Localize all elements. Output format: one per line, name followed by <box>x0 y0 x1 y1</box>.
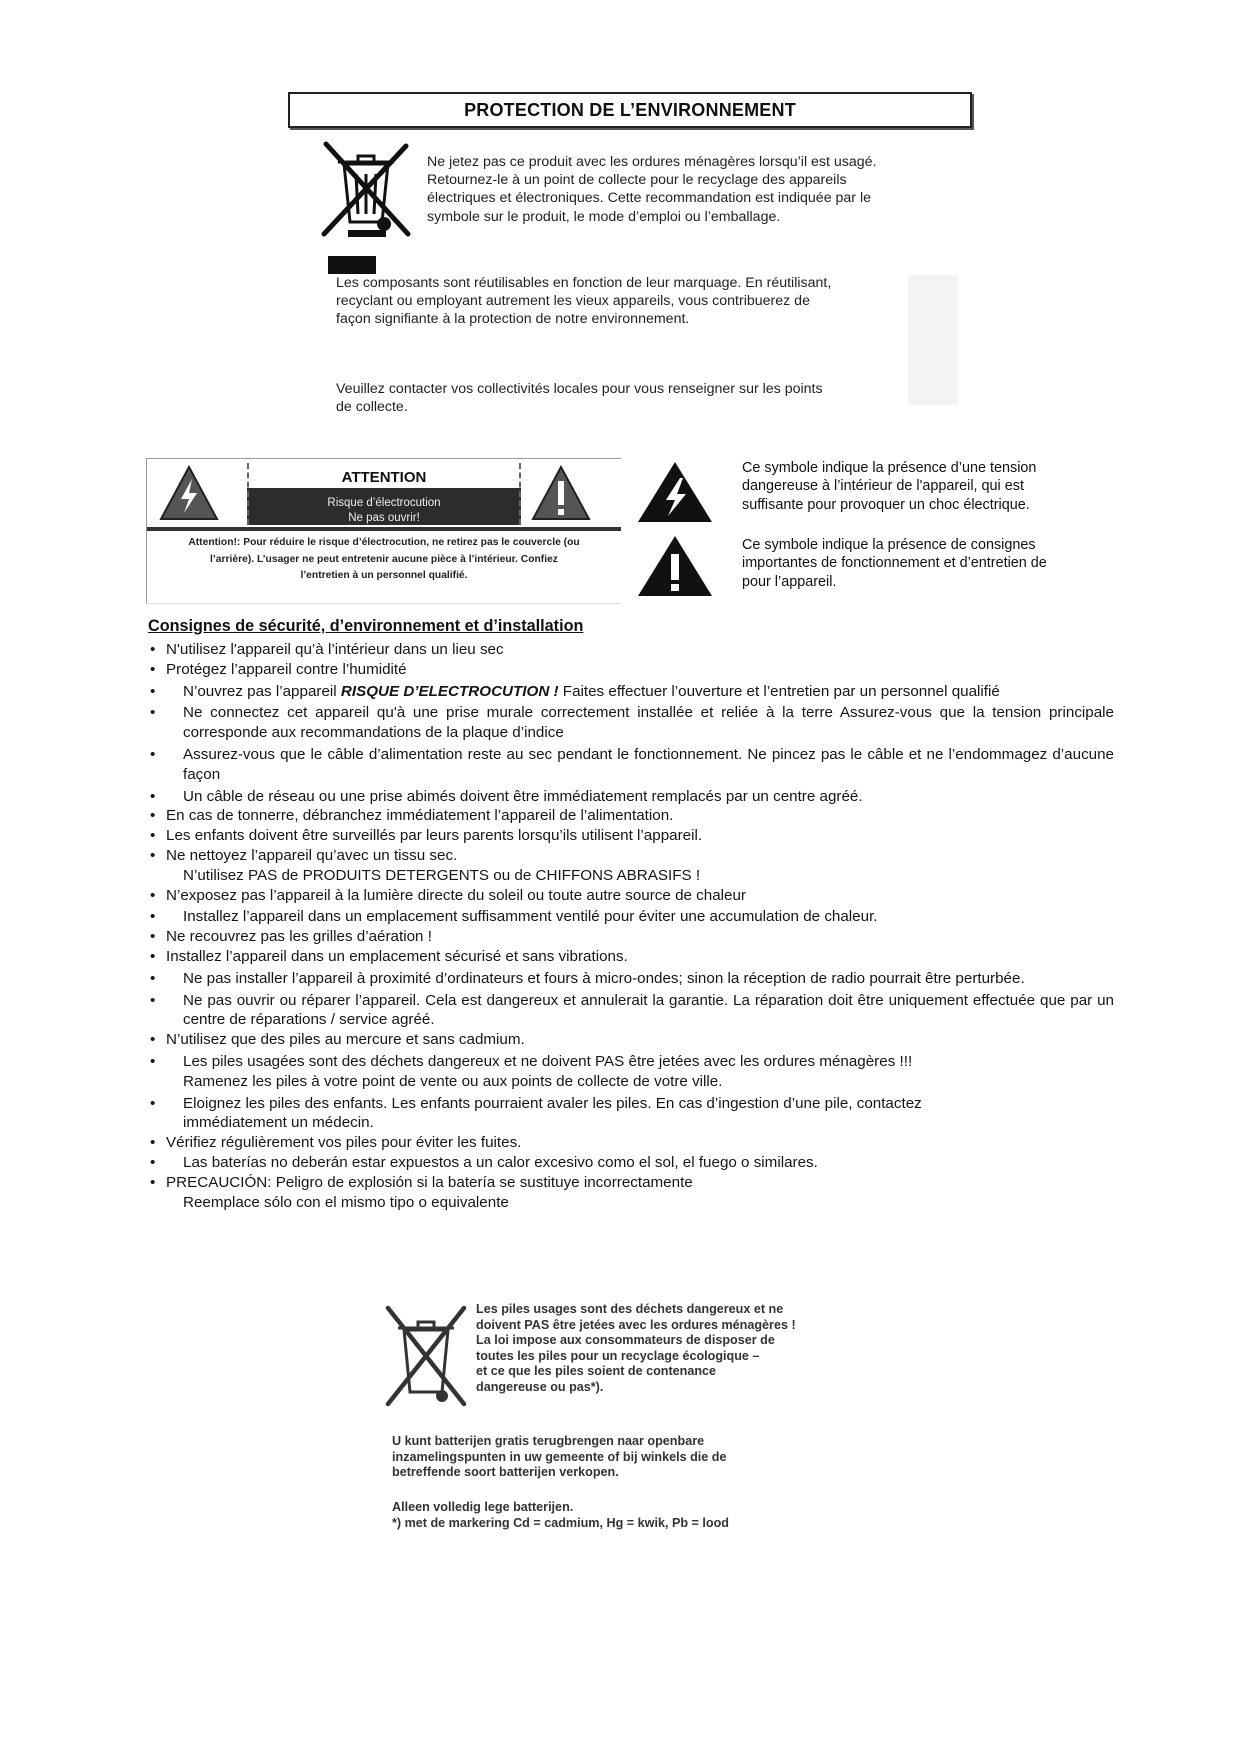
bullet: • <box>150 947 156 965</box>
lightning-warning-icon <box>159 465 219 521</box>
attention-body <box>157 535 611 585</box>
list-item <box>148 969 1114 989</box>
text-line: inzamelingspunten in uw gemeente of bij winkels die de <box>392 1449 727 1464</box>
list-item <box>148 1173 1114 1213</box>
contact-paragraph <box>336 380 896 416</box>
item-text: Les enfants doivent être surveillés par leurs parents lorsqu’ils utilisent l’appareil. <box>166 827 703 845</box>
bullet: • <box>150 641 156 658</box>
item-text: Las baterías no deberán estar expuestos a un calor excesivo como el sol, el fuego o similares. <box>183 1153 818 1171</box>
list-item <box>148 703 1114 743</box>
divider <box>147 527 621 531</box>
battery-notice-dutch <box>392 1434 852 1481</box>
list-item <box>148 947 1114 967</box>
item-text: Installez l’appareil dans un emplacement sécurisé et sans vibrations. <box>166 947 628 965</box>
black-marker-bar <box>328 256 376 274</box>
text-line: dangereuse ou pas*). <box>476 1379 604 1394</box>
instructions-symbol-description <box>742 536 1112 591</box>
bullet: • <box>150 807 156 825</box>
list-item <box>148 682 1114 702</box>
text-line: de collecte. <box>336 399 408 416</box>
list-item <box>148 991 1114 1031</box>
bullet: • <box>150 704 156 722</box>
item-text <box>148 682 1114 702</box>
list-item <box>148 1094 1114 1134</box>
bullet: • <box>150 991 156 1009</box>
attention-subtitle: Risque d’électrocution <box>327 497 441 509</box>
battery-notice-french <box>476 1302 876 1396</box>
bullet: • <box>150 908 156 926</box>
item-text: PRECAUCIÓN: Peligro de explosión si la batería se sustituye incorrectamente <box>166 1173 693 1191</box>
text-line: toutes les piles pour un recyclage écologique – <box>476 1348 760 1363</box>
list-item <box>148 1030 1114 1050</box>
weee-paragraph <box>427 153 947 226</box>
list-item <box>148 1052 1114 1092</box>
reuse-paragraph <box>336 274 896 329</box>
bullet: • <box>150 787 156 805</box>
bullet: • <box>150 928 156 946</box>
bullet: • <box>150 969 156 987</box>
text-line: La loi impose aux consommateurs de disposer de <box>476 1333 775 1348</box>
attention-label <box>146 458 621 604</box>
item-text: Les piles usagées sont des déchets dangereux et ne doivent PAS être jetées avec les ordures ménagères !!! Ramenez les piles à votre point de vente ou aux points de collecte de votre ville. <box>183 1052 913 1090</box>
list-item <box>148 745 1114 785</box>
item-text: Ne nettoyez l’appareil qu’avec un tissu sec. <box>166 846 458 864</box>
item-text-continuation: N’utilisez PAS de PRODUITS DETERGENTS ou de CHIFFONS ABRASIFS ! <box>183 866 701 884</box>
item-text-part: Faites effectuer l’ouverture et l’entretien par un personnel qualifié <box>558 682 1000 700</box>
item-text: Assurez-vous que le câble d’alimentation reste au sec pendant le fonctionnement. Ne pincez pas le câble et ne l’endommagez d’aucune façon <box>183 745 1114 783</box>
text-line: Ne jetez pas ce produit avec les ordures ménagères lorsqu’il est usagé. <box>427 154 877 170</box>
crossed-battery-bin-icon <box>384 1304 468 1412</box>
item-text: Ne pas ouvrir ou réparer l’appareil. Cela est dangereux et annulerait la garantie. La réparation doit être uniquement effectuée que par un centre de réparations / service agréé. <box>183 991 1114 1029</box>
list-item <box>148 660 1114 680</box>
bullet: • <box>150 682 156 700</box>
text-line: Ce symbole indique la présence de consignes <box>742 537 1036 553</box>
bullet: • <box>150 1052 156 1070</box>
safety-section-title: Consignes de sécurité, d’environnement et d’installation <box>148 617 584 635</box>
crossed-wheelie-bin-icon <box>318 140 414 240</box>
text-line: symbole sur le produit, le mode d’emploi ou l’emballage. <box>427 208 781 225</box>
list-item <box>148 1153 1114 1173</box>
item-text: Ne connectez cet appareil qu'à une prise murale correctement installée et reliée à la terre Assurez-vous que la tension principale corresponde aux recommandations de la plaque d’indice <box>183 704 1114 742</box>
exclamation-warning-icon <box>531 465 591 521</box>
text-line: doivent PAS être jetées avec les ordures ménagères ! <box>476 1317 796 1332</box>
item-text: Vérifiez régulièrement vos piles pour éviter les fuites. <box>166 1134 522 1152</box>
list-item <box>148 1133 1114 1153</box>
list-item <box>148 806 1114 826</box>
text-line: recyclant ou employant autrement les vieux appareils, vous contribuerez de <box>336 293 810 310</box>
text-line: l’arrière). L’usager ne peut entretenir aucune pièce à l’intérieur. Confiez <box>210 553 558 565</box>
item-text: N'utilisez l'appareil qu’à l’intérieur dans un lieu sec <box>166 641 504 658</box>
battery-notice-dutch-footnote <box>392 1500 852 1531</box>
bullet: • <box>150 1153 156 1171</box>
electrocution-warning: RISQUE D’ELECTROCUTION ! <box>340 682 559 700</box>
text-line: importantes de fonctionnement et d’entretien de <box>742 555 1047 572</box>
voltage-symbol-description <box>742 459 1112 514</box>
list-item <box>148 846 1114 886</box>
attention-subtitle: Ne pas ouvrir! <box>348 512 420 524</box>
text-line: U kunt batterijen gratis terugbrengen naar openbare <box>392 1434 705 1448</box>
attention-banner <box>247 463 521 525</box>
list-item <box>148 826 1114 846</box>
item-text-part: N’ouvrez pas l’appareil <box>183 682 341 700</box>
item-text: Eloignez les piles des enfants. Les enfants pourraient avaler les piles. En cas d’ingestion d’une pile, contactez immédiatement un médecin. <box>183 1094 922 1132</box>
page-title-box <box>288 92 972 128</box>
battery-disposal-notice <box>378 1302 868 1547</box>
text-line: Les piles usages sont des déchets dangereux et ne <box>476 1302 784 1316</box>
text-line: façon signifiante à la protection de notre environnement. <box>336 311 690 328</box>
item-text: Ne pas installer l’appareil à proximité d’ordinateurs et fours à micro-ondes; sinon la réception de radio pourrait être perturbée. <box>183 969 1025 987</box>
text-line: Retournez-le à un point de collecte pour le recyclage des appareils <box>427 172 847 189</box>
bullet: • <box>150 745 156 763</box>
bullet: • <box>150 846 156 864</box>
safety-list <box>148 640 1114 1212</box>
item-text: N’utilisez que des piles au mercure et sans cadmium. <box>166 1031 525 1049</box>
list-item <box>148 927 1114 947</box>
list-item <box>148 640 1114 660</box>
item-text: Protégez l’appareil contre l’humidité <box>166 660 407 678</box>
item-text: Un câble de réseau ou une prise abimés doivent être immédiatement remplacés par un centre agréé. <box>183 787 863 805</box>
bullet: • <box>150 1173 156 1191</box>
bullet: • <box>150 660 156 678</box>
text-line: électriques et électroniques. Cette recommandation est indiquée par le <box>427 190 872 207</box>
text-line: *) met de markering Cd = cadmium, Hg = kwik, Pb = lood <box>392 1515 729 1530</box>
bullet: • <box>150 886 156 904</box>
high-voltage-icon <box>636 460 714 524</box>
page-title: PROTECTION DE L’ENVIRONNEMENT <box>464 99 796 120</box>
scan-artifact <box>908 275 958 405</box>
item-text: Installez l’appareil dans un emplacement suffisamment ventilé pour éviter une accumulation de chaleur. <box>183 908 878 926</box>
list-item <box>148 907 1114 927</box>
bullet: • <box>150 827 156 845</box>
item-text-continuation: Reemplace sólo con el mismo tipo o equivalente <box>183 1193 509 1211</box>
text-line: Ce symbole indique la présence d’une tension <box>742 460 1037 476</box>
text-line: Alleen volledig lege batterijen. <box>392 1500 574 1514</box>
text-line: Les composants sont réutilisables en fonction de leur marquage. En réutilisant, <box>336 275 832 291</box>
exclamation-icon <box>636 534 714 598</box>
text-line: dangereuse à l’intérieur de l'appareil, qui est <box>742 478 1024 495</box>
list-item <box>148 787 1114 807</box>
list-item <box>148 886 1114 906</box>
text-line: et ce que les piles soient de contenance <box>476 1364 717 1379</box>
text-line: betreffende soort batterijen verkopen. <box>392 1465 619 1480</box>
bullet: • <box>150 1031 156 1049</box>
item-text: Ne recouvrez pas les grilles d’aération ! <box>166 928 432 946</box>
text-line: suffisante pour provoquer un choc électrique. <box>742 496 1030 513</box>
text-line: Veuillez contacter vos collectivités locales pour vous renseigner sur les points <box>336 381 823 397</box>
text-line: l’entretien à un personnel qualifié. <box>300 570 468 581</box>
text-line: Attention!: Pour réduire le risque d’électrocution, ne retirez pas le couvercle (ou <box>188 537 580 548</box>
bullet: • <box>150 1134 156 1152</box>
text-line: pour l’appareil. <box>742 573 837 590</box>
attention-heading: ATTENTION <box>341 469 427 486</box>
bullet: • <box>150 1094 156 1112</box>
item-text: En cas de tonnerre, débranchez immédiatement l’appareil de l’alimentation. <box>166 807 674 825</box>
item-text: N’exposez pas l’appareil à la lumière directe du soleil ou toute autre source de chaleur <box>166 886 746 904</box>
